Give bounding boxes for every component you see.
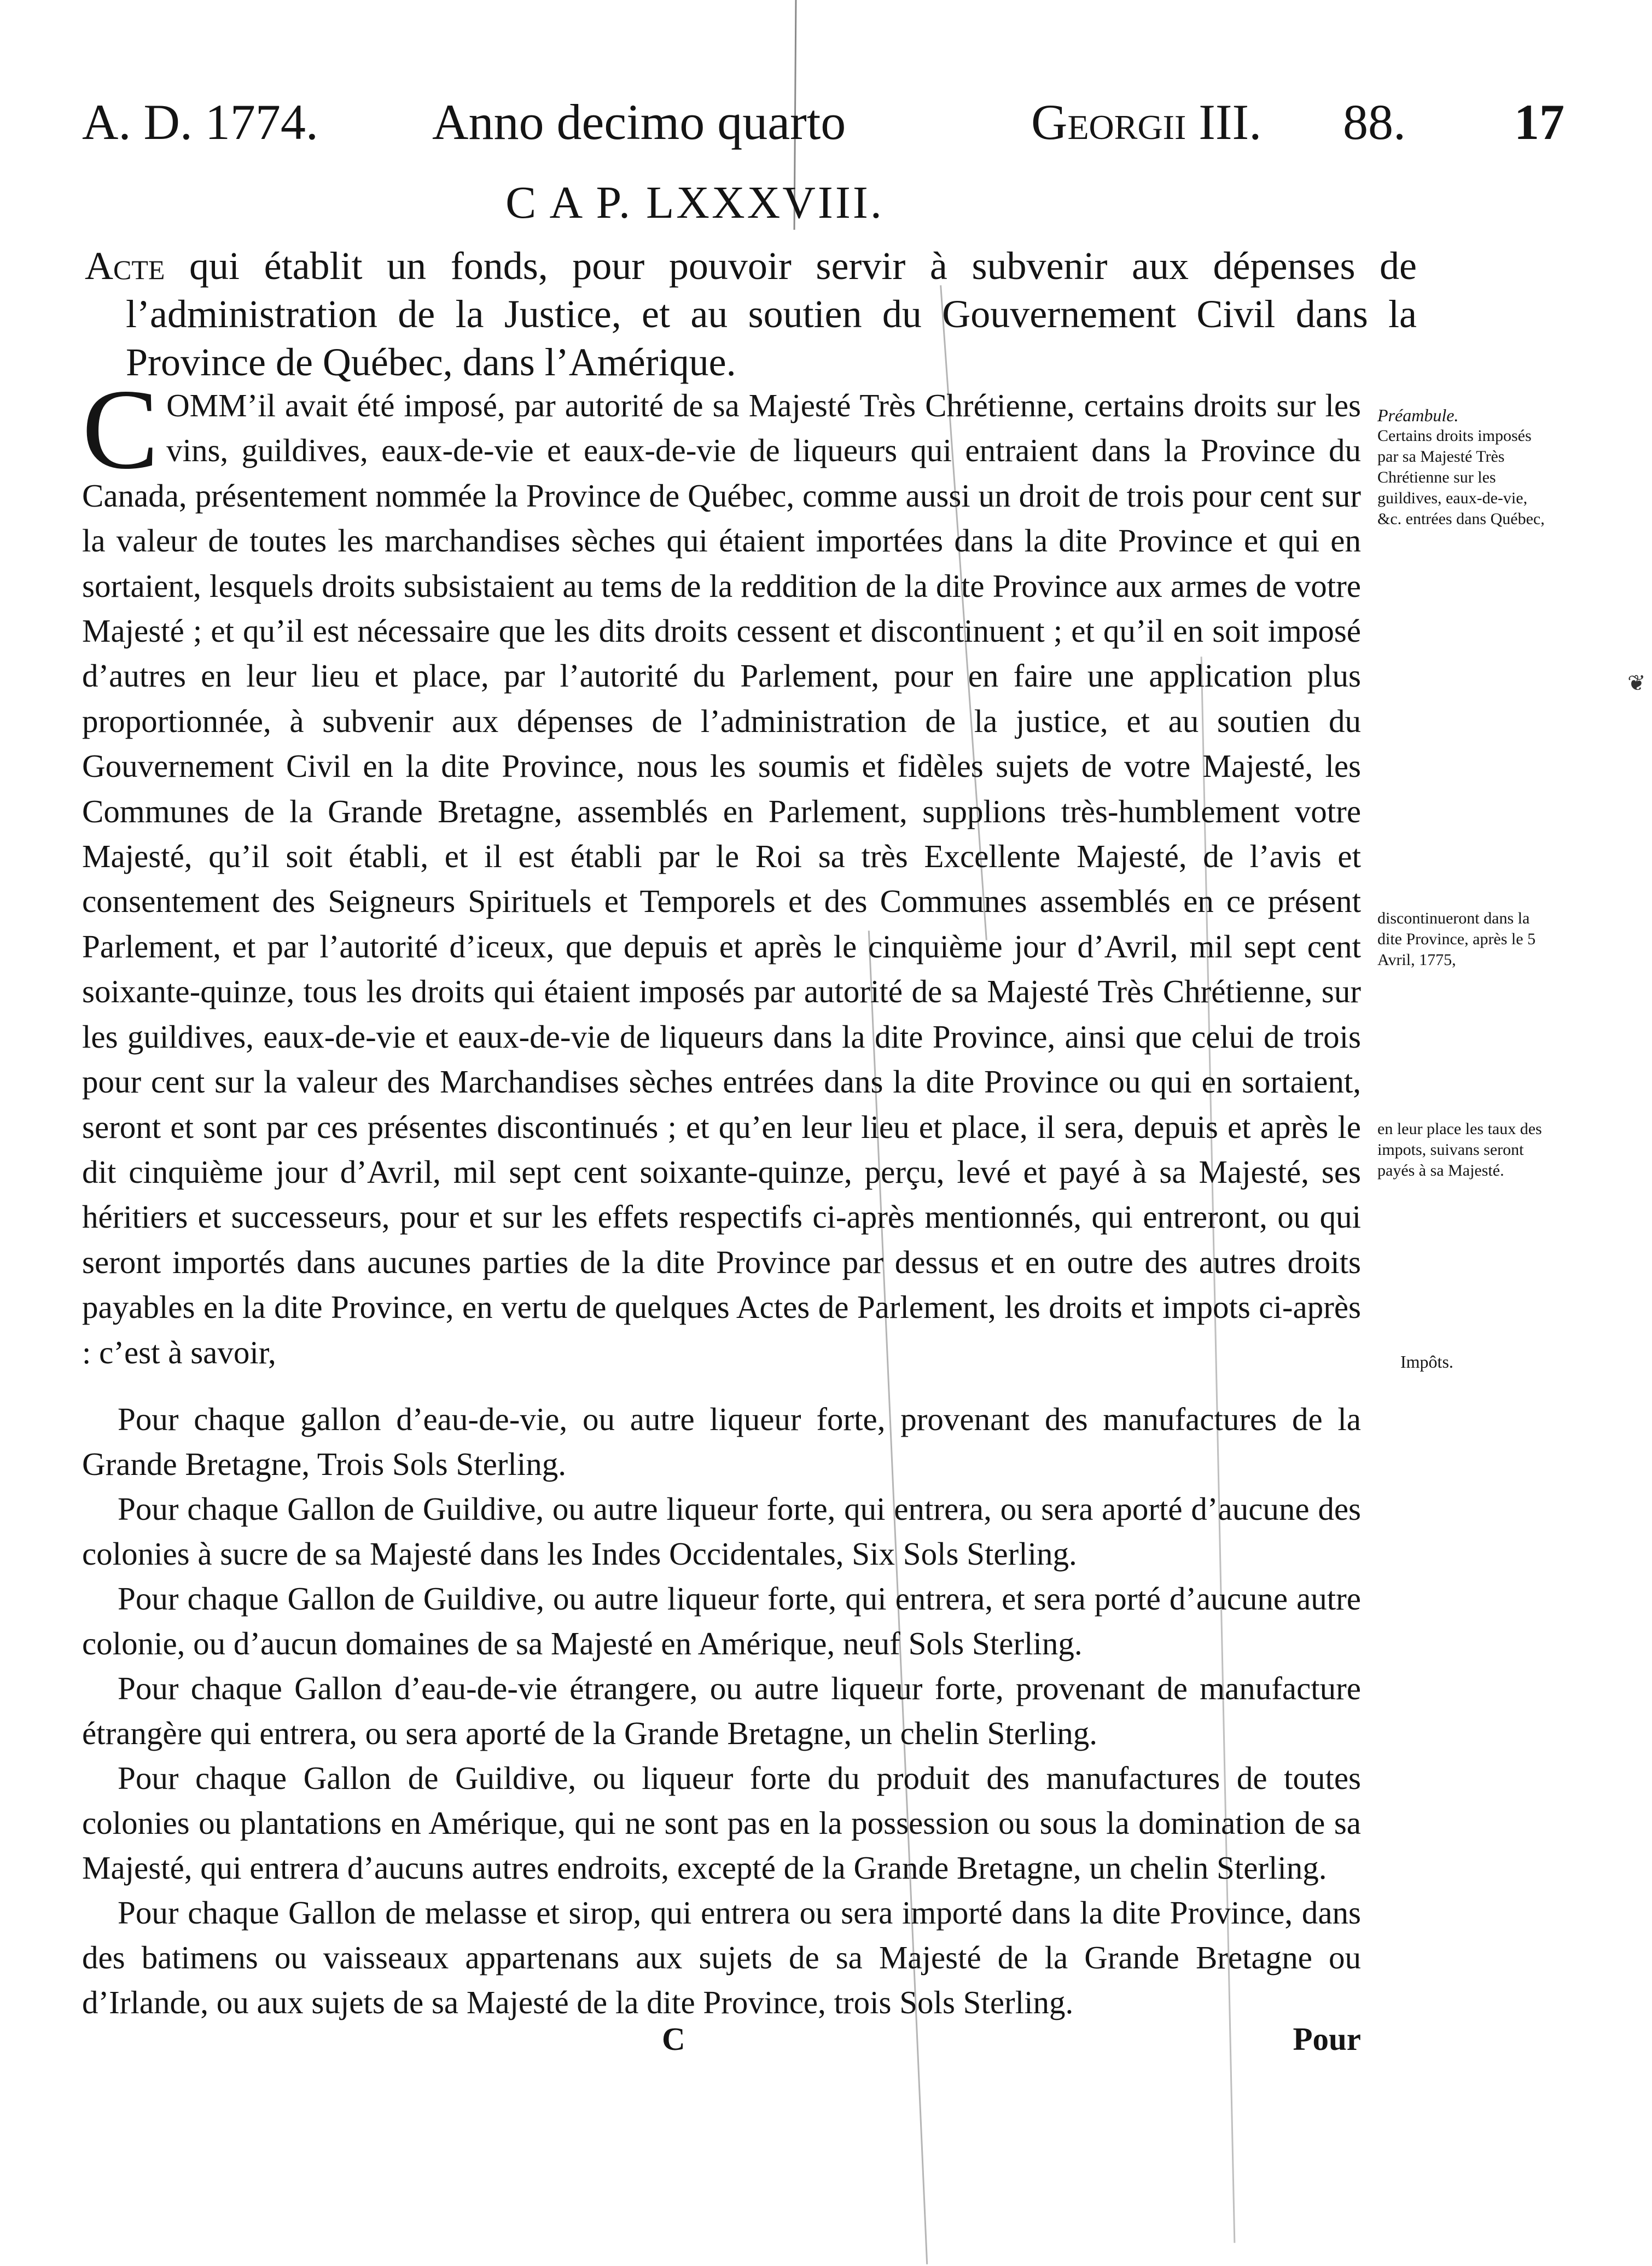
drop-cap: C bbox=[82, 366, 159, 493]
header-reign: Georgii III. bbox=[1031, 94, 1262, 150]
duty-paragraph: Pour chaque Gallon de Guildive, ou autre liqueur forte, qui entrera, et sera porté d’aucune autre colonie, ou d’aucun domaines de sa Majesté en Amérique, neuf Sols Sterling. bbox=[82, 1580, 1361, 1661]
preamble-text: OMM’il avait été imposé, par autorité de sa Majesté Très Chrétienne, certains droits sur les vins, guildives, eaux-de-vie et eaux-de-vie de liqueurs qui entraient dans la Province du Canada, présentement nommée la Province de Québec, comme aussi un droit de trois pour cent sur la valeur de toutes les marchandises sèches qui étaient importées dans la dite Province et qui en sortaient, lesquels droits subsistaient au tems de la reddition de la dite Province aux armes de votre Majesté ; et qu’il est nécessaire que les dits droits cessent et discontinuent ; et qu’il en soit imposé d’autres en leur lieu et place, par l’autorité du Parlement, pour en faire une application plus proportionnée, à subvenir aux dépenses de l’administration de la justice, et au soutien du Gouvernement Civil en la dite Province, nous les soumis et fidèles sujets de votre Majesté, les Communes de la Grande Bretagne, assemblés en Parlement, supplions très-humblement votre Majesté, qu’il soit établi, et il est établi par le Roi sa très Excellente Majesté, de l’avis et consentement des Seigneurs Spirituels et Temporels et des Communes assemblés en ce présent Parlement, et par l’autorité d’iceux, que depuis et après le cinquième jour d’Avril, mil sept cent soixante-quinze, tous les droits qui étaient imposés par autorité de sa Majesté Très Chrétienne, sur les guildives, eaux-de-vie et eaux-de-vie de liqueurs dans la dite Province, ainsi que celui de trois pour cent sur la valeur des Marchandises sèches entrées dans la dite Province ou qui en sortaient, seront et sont par ces présentes discontinués ; et qu’en leur lieu et place, il sera, depuis et après le dit cinquième jour d’Avril, mil sept cent soixante-quinze, perçu, levé et payé à sa Majesté, ses héritiers et successeurs, pour et sur les effets respectifs ci-après mentionnés, qui entreront, ou qui seront importés dans aucunes parties de la dite Province par dessus et en outre des autres droits payables en la dite Province, en vertu de quelques Actes de Parlement, les droits et impots ci-après : c’est à savoir, bbox=[82, 387, 1361, 1370]
duty-paragraph: Pour chaque Gallon de Guildive, ou liqueur forte du produit des manufactures de toutes colonies ou plantations en Amérique, qui ne sont pas en la possession ou sous la domination de sa Majesté, qui entrera d’aucuns autres endroits, excepté de la Grande Bretagne, un chelin Sterling. bbox=[82, 1759, 1361, 1886]
page-footer bbox=[82, 2014, 1361, 2064]
duty-paragraph: Pour chaque gallon d’eau-de-vie, ou autre liqueur forte, provenant des manufactures de la Grande Bretagne, Trois Sols Sterling. bbox=[82, 1401, 1361, 1482]
duty-paragraph: Pour chaque Gallon d’eau-de-vie étrangere, ou autre liqueur forte, provenant de manufacture étrangère qui entrera, ou sera aporté de la Grande Bretagne, un chelin Sterling. bbox=[82, 1670, 1361, 1751]
header-regnal-year: Anno decimo quarto bbox=[432, 94, 846, 150]
duty-paragraph: Pour chaque Gallon de melasse et sirop, qui entrera ou sera importé dans la dite Province, dans des batimens ou vaisseaux appartenans aux sujets de sa Majesté de la Grande Bretagne ou d’Irlande, ou aux sujets de sa Majesté de la dite Province, trois Sols Sterling. bbox=[82, 1894, 1361, 2020]
margin-note-discontinued: discontinueront dans la dite Province, après le 5 Avril, 1775, bbox=[1377, 909, 1536, 969]
chapter-heading: C A P. LXXXVIII. bbox=[505, 177, 884, 228]
header-chapter-number: 88. bbox=[1343, 94, 1406, 150]
scan-speck: ❦ bbox=[1627, 671, 1646, 695]
document-body bbox=[82, 366, 1361, 2025]
page-number: 17 bbox=[1514, 94, 1564, 150]
paragraph-gap bbox=[82, 1375, 1361, 1397]
margin-note-title: Préambule. bbox=[1377, 405, 1459, 425]
signature-mark: C bbox=[662, 2021, 685, 2057]
act-title-text: qui établit un fonds, pour pouvoir servir à subvenir aux dépenses de l’administration de la Justice, et au soutien du Gouvernement Civil dans la Province de Québec, dans l’Amérique. bbox=[126, 244, 1417, 384]
preamble-paragraph bbox=[82, 366, 1361, 1375]
running-header bbox=[82, 92, 1564, 152]
act-title bbox=[85, 242, 1417, 386]
margin-note-preamble bbox=[1377, 405, 1552, 530]
margin-note-impots: Impôts. bbox=[1400, 1352, 1453, 1372]
act-title-lead: Acte bbox=[85, 244, 165, 288]
catchword: Pour bbox=[1293, 2021, 1361, 2057]
margin-note-text: Certains droits imposés par sa Majesté Très Chrétienne sur les guildives, eaux-de-vie, &c. entrées dans Québec, bbox=[1377, 427, 1545, 528]
header-year: A. D. 1774. bbox=[82, 94, 318, 150]
duty-paragraph: Pour chaque Gallon de Guildive, ou autre liqueur forte, qui entrera, ou sera aporté d’aucune des colonies à sucre de sa Majesté dans les Indes Occidentales, Six Sols Sterling. bbox=[82, 1490, 1361, 1572]
margin-note-replacement: en leur place les taux des impots, suivans seront payés à sa Majesté. bbox=[1377, 1120, 1542, 1180]
